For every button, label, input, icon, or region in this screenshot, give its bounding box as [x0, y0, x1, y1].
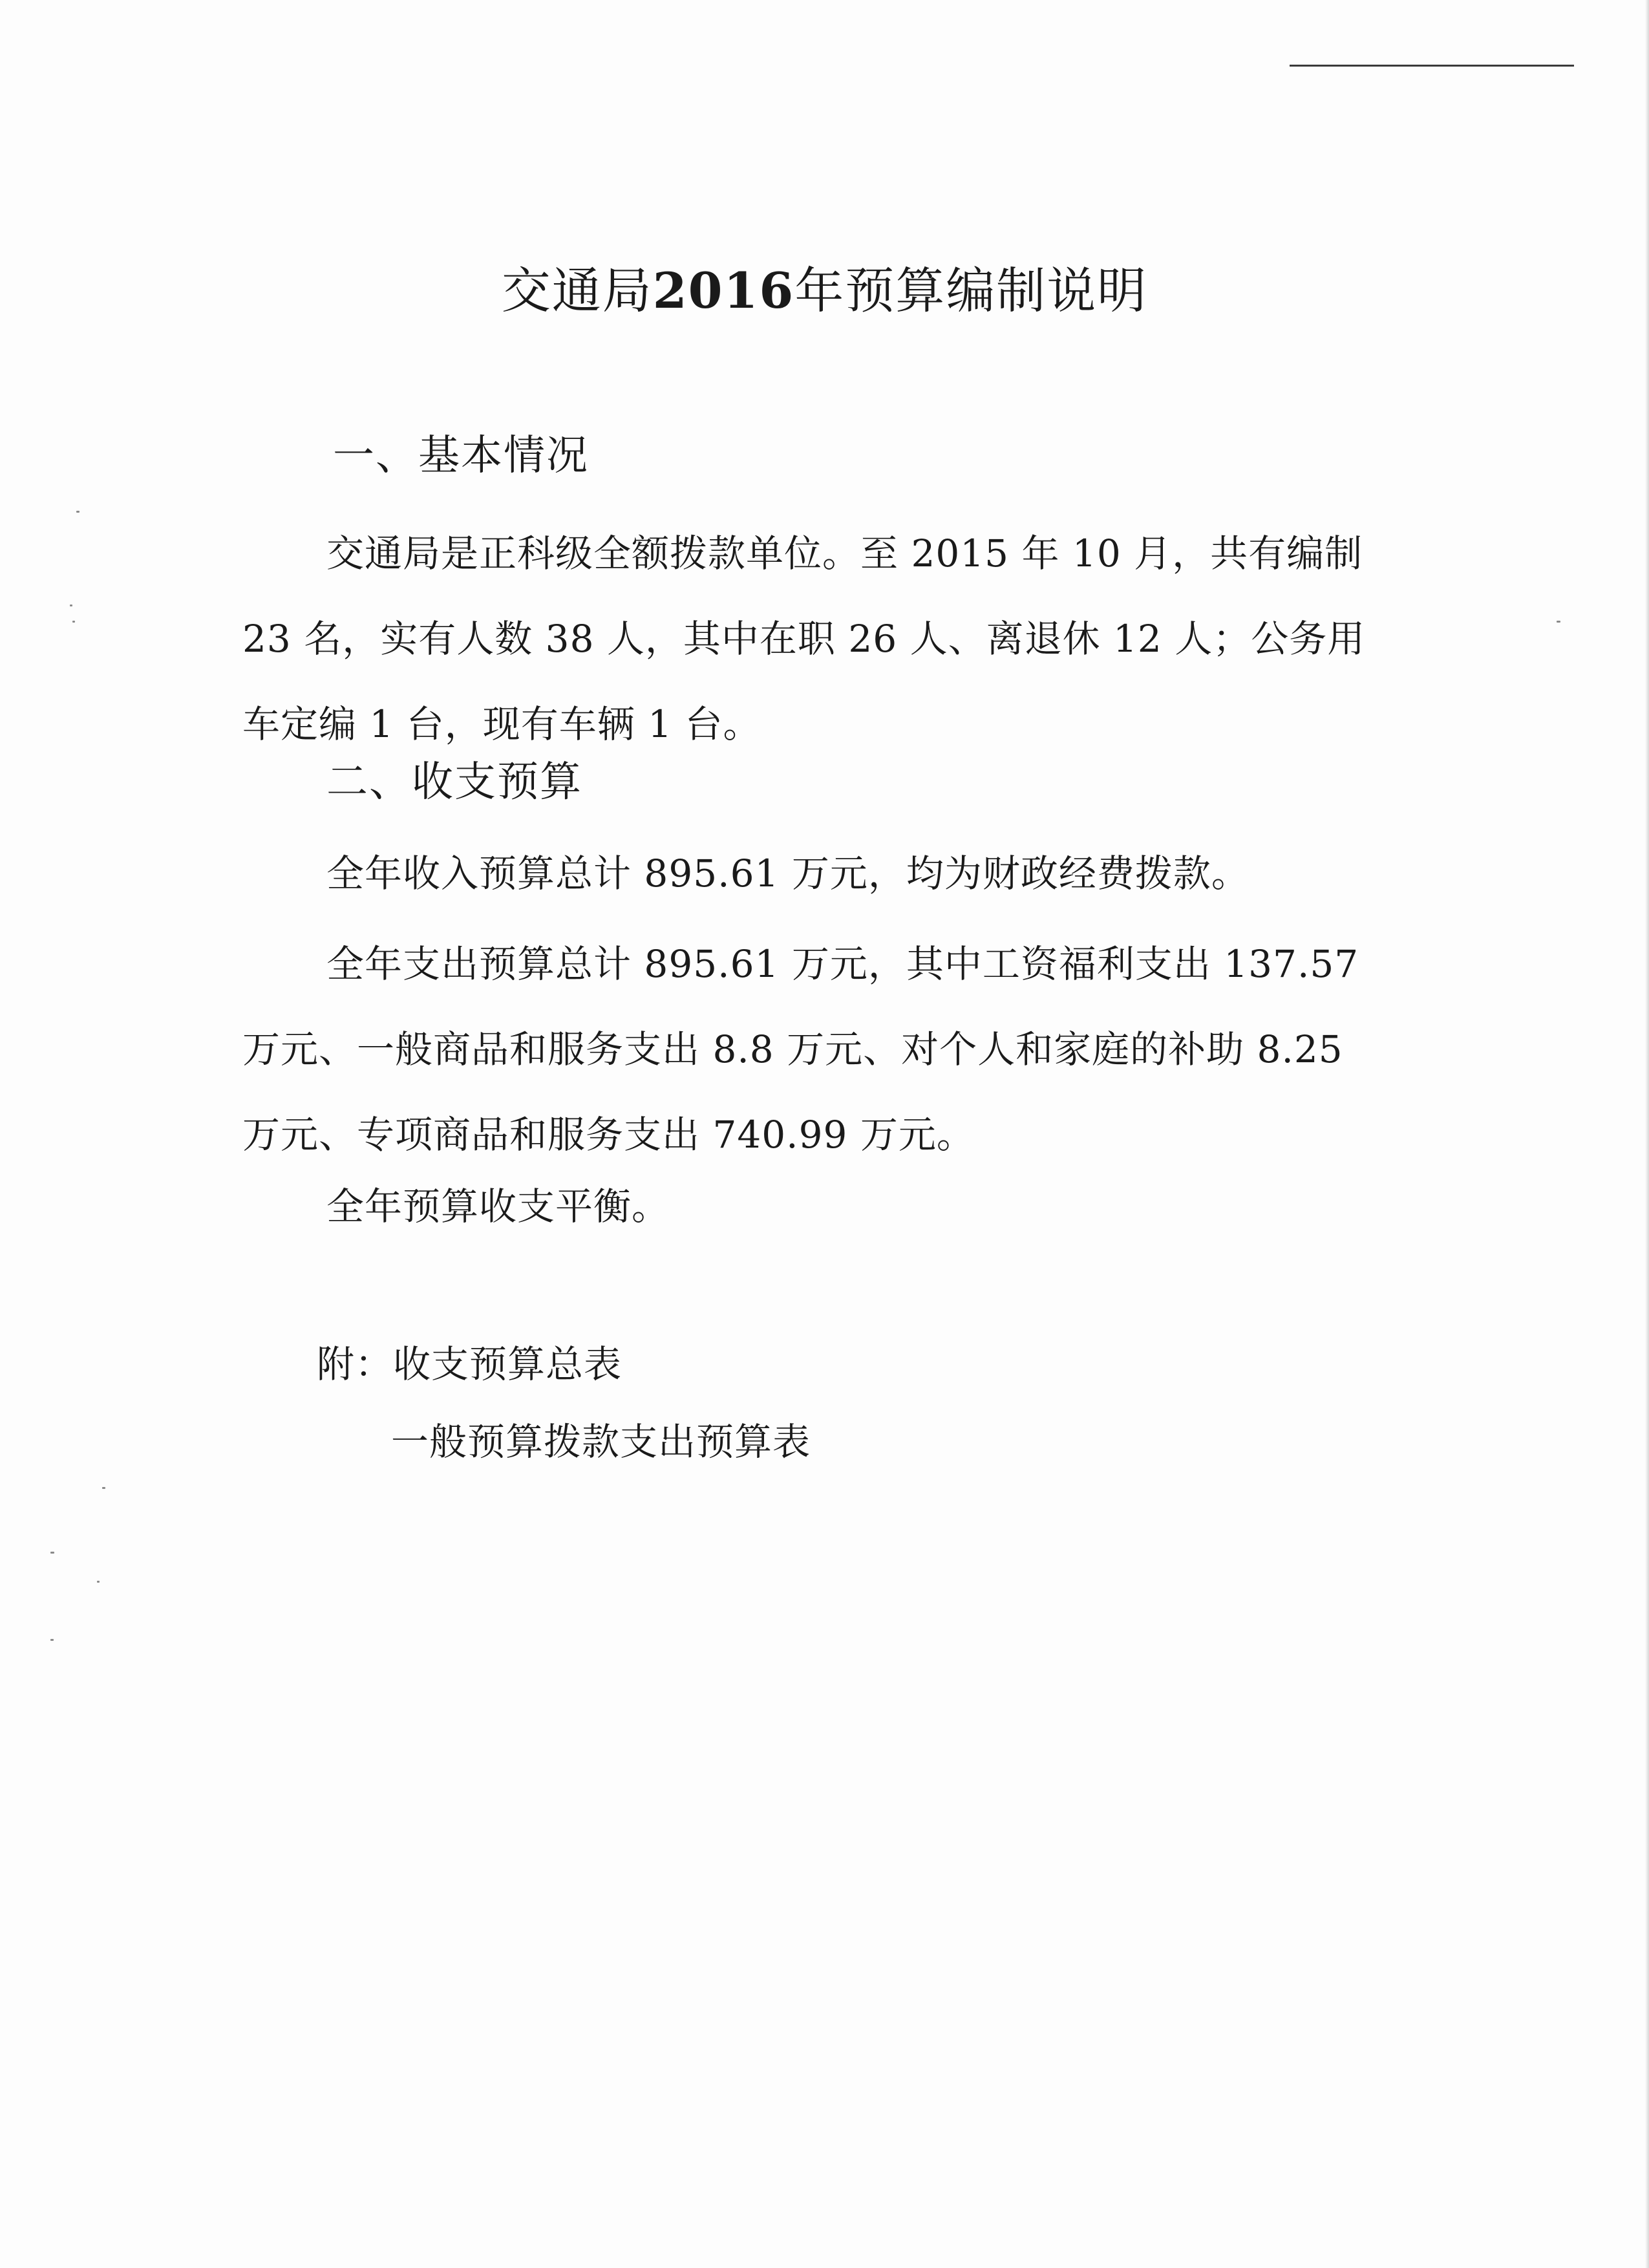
scan-speck — [76, 511, 80, 513]
paragraph-line: 23 名，实有人数 38 人，其中在职 26 人、离退休 12 人；公务用 — [242, 617, 1366, 661]
scan-speck — [70, 604, 72, 606]
paragraph-line: 全年收入预算总计 895.61 万元，均为财政经费拨款。 — [326, 851, 1250, 895]
title-prefix: 交通局 — [501, 262, 653, 319]
scan-speck — [50, 1552, 54, 1554]
paragraph-line: 全年预算收支平衡。 — [326, 1184, 670, 1228]
paragraph-line: 交通局是正科级全额拨款单位。至 2015 年 10 月，共有编制 — [326, 531, 1363, 575]
paragraph-line: 车定编 1 台，现有车辆 1 台。 — [242, 702, 761, 746]
section-heading-basic-info: 一、基本情况 — [333, 432, 589, 480]
document-title — [0, 255, 1649, 326]
balance-paragraph — [242, 1164, 1370, 1249]
paragraph-line: 万元、专项商品和服务支出 740.99 万元。 — [242, 1113, 975, 1157]
attachment-item: 收支预算总表 — [393, 1342, 622, 1386]
title-suffix: 年预算编制说明 — [794, 262, 1148, 319]
paragraph-line: 万元、一般商品和服务支出 8.8 万元、对个人和家庭的补助 8.25 — [242, 1027, 1343, 1071]
attachment-label: 附： — [317, 1342, 394, 1386]
attachment-item: 一般预算拨款支出预算表 — [391, 1420, 811, 1464]
scan-edge — [1645, 0, 1649, 2268]
scan-speck — [102, 1487, 105, 1489]
scan-speck — [1557, 621, 1560, 623]
attachment-line-1 — [317, 1332, 622, 1396]
paragraph-line: 全年支出预算总计 895.61 万元，其中工资福利支出 137.57 — [326, 942, 1359, 986]
basic-info-paragraph — [242, 511, 1370, 767]
header-rule — [1290, 65, 1574, 67]
attachment-line-2 — [391, 1409, 811, 1474]
expense-paragraph — [242, 921, 1370, 1177]
scan-speck — [50, 1639, 54, 1641]
title-year: 2016 — [652, 262, 795, 319]
scan-speck — [72, 621, 75, 623]
income-paragraph — [242, 831, 1370, 916]
section-heading-budget: 二、收支预算 — [326, 758, 582, 806]
scan-speck — [97, 1581, 100, 1583]
